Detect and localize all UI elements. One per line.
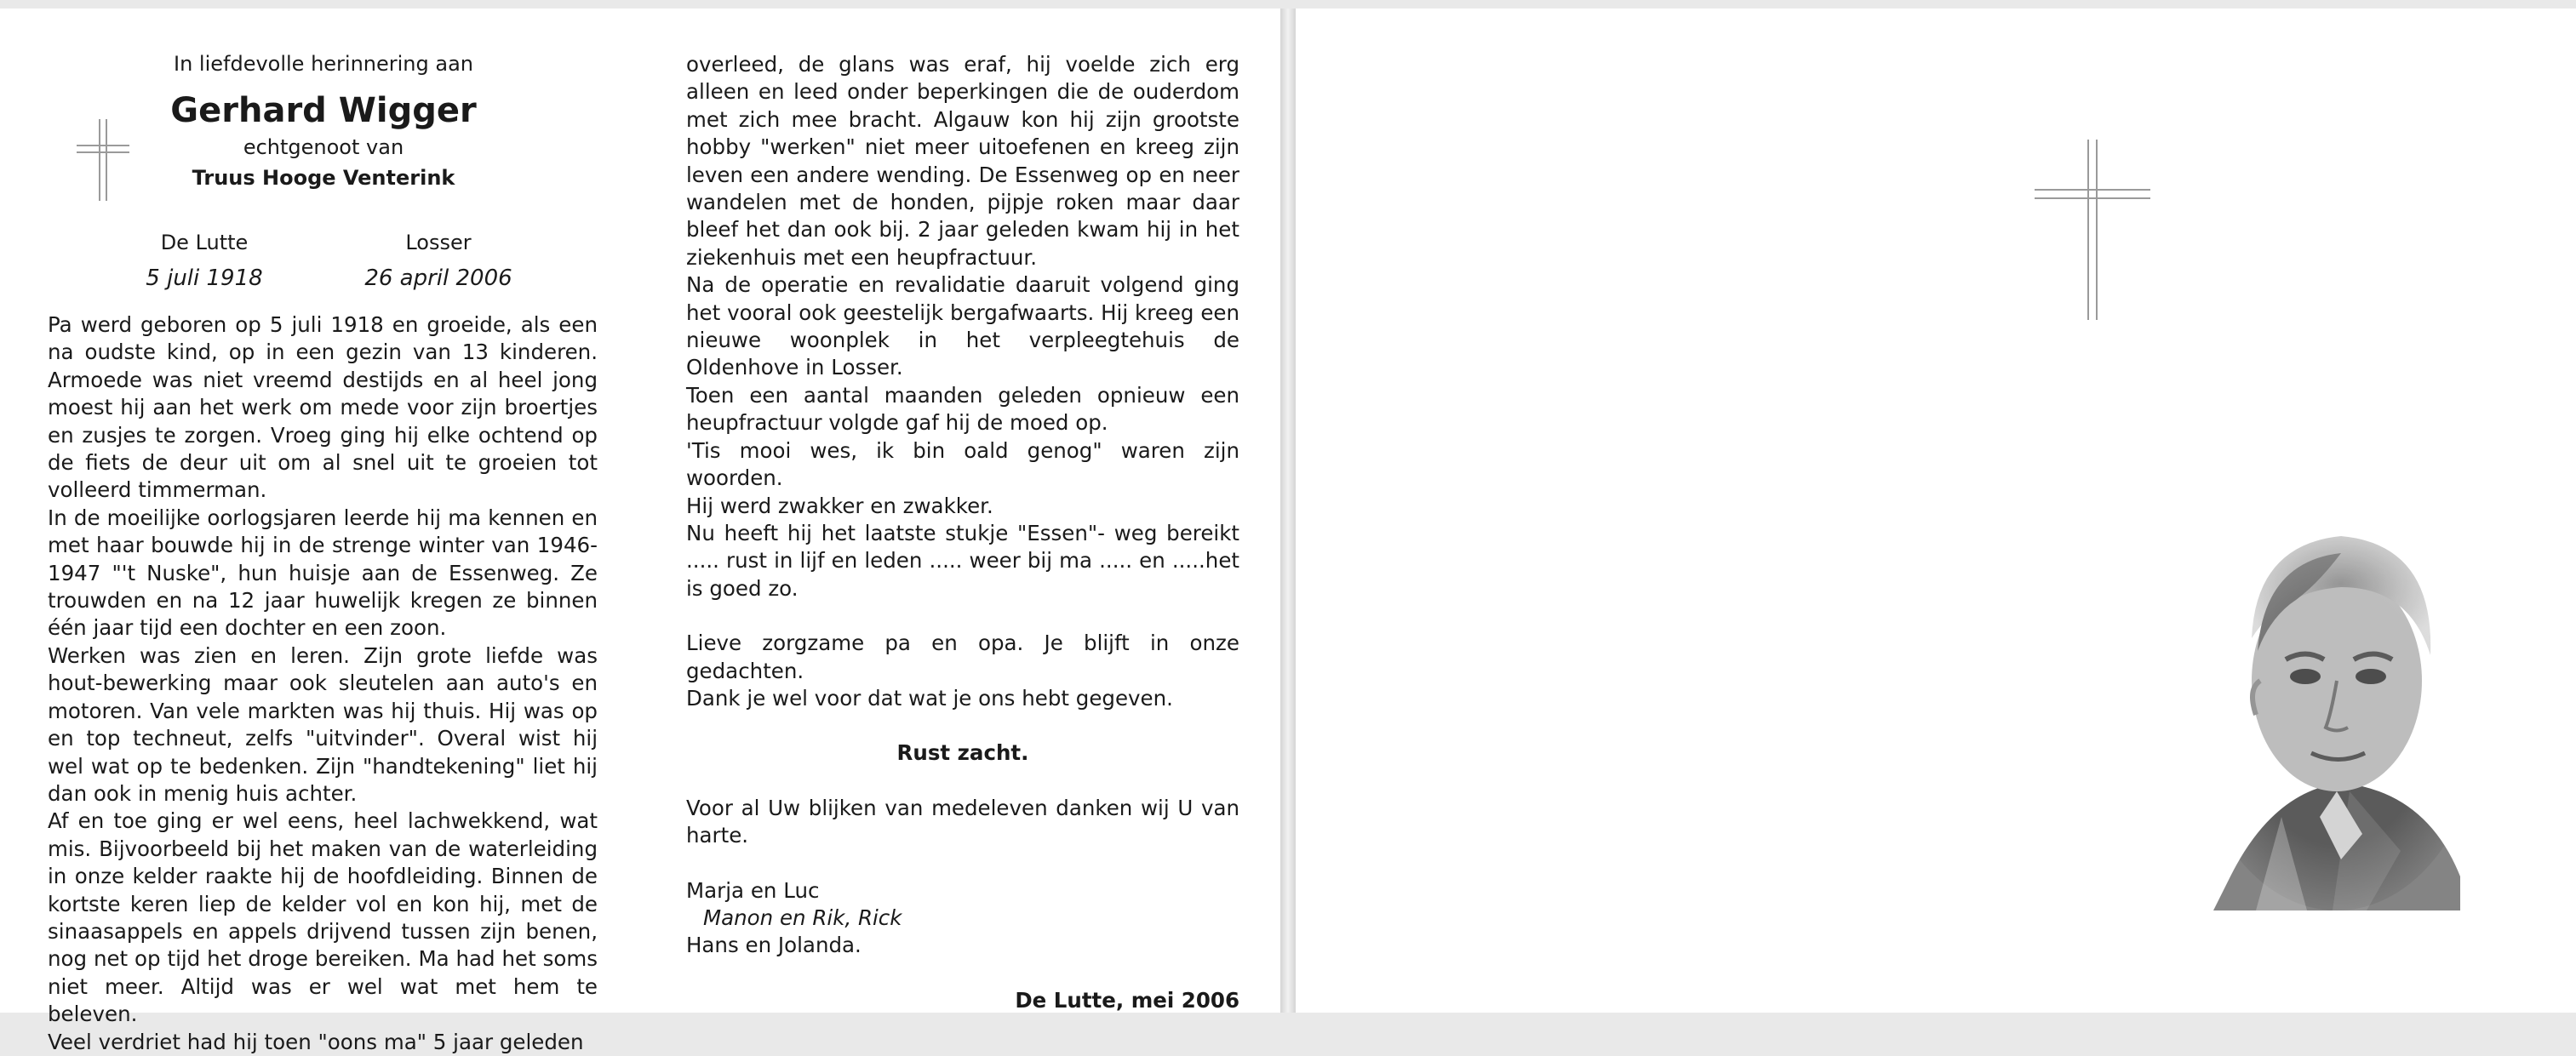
paragraph: In de moeilijke oorlogsjaren leerde hij ma kennen en met haar bouwde hij in de strenge winter van 1946-1947 "'t Nuske", hun huisje aan de Essenweg. Ze trouwden en na 12 jaar huwelijk kregen ze binnen één jaar tijd een dochter en een zoon. xyxy=(48,505,598,641)
spouse-name: Truus Hooge Venterink xyxy=(192,166,455,190)
spouse-label: echtgenoot van xyxy=(243,135,404,159)
signee: Hans en Jolanda. xyxy=(686,933,862,958)
card-fold xyxy=(1280,9,1296,1013)
paragraph: Hij werd zwakker en zwakker. xyxy=(686,493,993,518)
death-info xyxy=(358,228,519,293)
biography-left-column xyxy=(48,311,598,1056)
signee: Marja en Luc xyxy=(686,877,820,903)
paragraph: Toen een aantal maanden geleden opnieuw een heupfractuur volgde gaf hij de moed op. xyxy=(686,382,1239,436)
paragraph: Nu heeft hij het laatste stukje "Essen"- weg bereikt ..... rust in lijf en leden ..... weer bij ma ..... en .....het is goed zo. xyxy=(686,520,1239,601)
deceased-name: Gerhard Wigger xyxy=(170,91,477,130)
paragraph: Pa werd geboren op 5 juli 1918 en groeide, als een na oudste kind, op in een gezin van 13 kinderen. Armoede was niet vreemd destijds en al heel jong moest hij aan het werk om mede voor zijn broertjes en zusjes te zorgen. Vroeg ging hij elke ochtend op de fiets de deur uit om al snel uit te groeien tot volleerd timmerman. xyxy=(48,312,598,503)
portrait-photo xyxy=(2179,511,2486,910)
birth-place: De Lutte xyxy=(160,231,249,254)
farewell-line: Lieve zorgzame pa en opa. Je blijft in onze gedachten. xyxy=(686,631,1239,683)
paragraph: Af en toe ging er wel eens, heel lachwekkend, wat mis. Bijvoorbeeld bij het maken van de waterleiding in onze kelder raakte hij de hoofdleiding. Binnen de kortste keren liep de kelder vol en kon hij, met de sinaasappels en appels drijvend tussen zijn benen, nog net op tijd het droge bereiken. Ma had het soms niet meer. Altijd was er wel wat met hem te beleven. xyxy=(48,808,598,1027)
signee: Manon en Rik, Rick xyxy=(703,905,902,930)
biography-right-column xyxy=(686,51,1239,1014)
intro-text: In liefdevolle herinnering aan xyxy=(173,52,474,76)
birth-date: 5 juli 1918 xyxy=(146,265,263,291)
cross-icon xyxy=(77,119,129,201)
place-date: De Lutte, mei 2006 xyxy=(1015,987,1239,1013)
paragraph: Werken was zien en leren. Zijn grote liefde was hout-bewerking maar ook sleutelen aan auto's en motoren. Van vele markten was hij thuis. Hij was op en top techneut, zelfs "uitvinder". Overal wist hij wel wat op te bedenken. Zijn "handtekening" liet hij dan ook in menig huis achter. xyxy=(48,642,598,806)
paragraph: 'Tis mooi wes, ik bin oald genog" waren zijn woorden. xyxy=(686,437,1239,491)
rest-in-peace: Rust zacht. xyxy=(896,740,1029,766)
farewell-line: Dank je wel voor dat wat je ons hebt gegeven. xyxy=(686,685,1173,711)
cross-icon xyxy=(2035,140,2150,320)
memorial-header xyxy=(128,51,519,192)
paragraph: Na de operatie en revalidatie daaruit volgend ging het vooral ook geestelijk bergafwaarts. Hij kreeg een nieuwe woonplek in het verpleegtehuis de Oldenhove in Losser. xyxy=(686,272,1239,380)
death-place: Losser xyxy=(405,231,472,254)
paragraph: overleed, de glans was eraf, hij voelde zich erg alleen en leed onder beperkingen die de ouderdom met zich mee bracht. Algauw kon hij zijn grootste hobby "werken" niet meer uitoefenen en kreeg zijn leven een andere wending. De Essenweg op en neer wandelen met de honden, pijpje roken maar daar bleef het dan ook bij. 2 jaar geleden kwam hij in het ziekenhuis met een heupfractuur. xyxy=(686,52,1239,270)
thanks-line: Voor al Uw blijken van medeleven danken wij U van harte. xyxy=(686,795,1239,848)
death-date: 26 april 2006 xyxy=(364,265,512,291)
birth-info xyxy=(140,228,268,293)
paragraph: Veel verdriet had hij toen "oons ma" 5 jaar geleden xyxy=(48,1029,584,1054)
